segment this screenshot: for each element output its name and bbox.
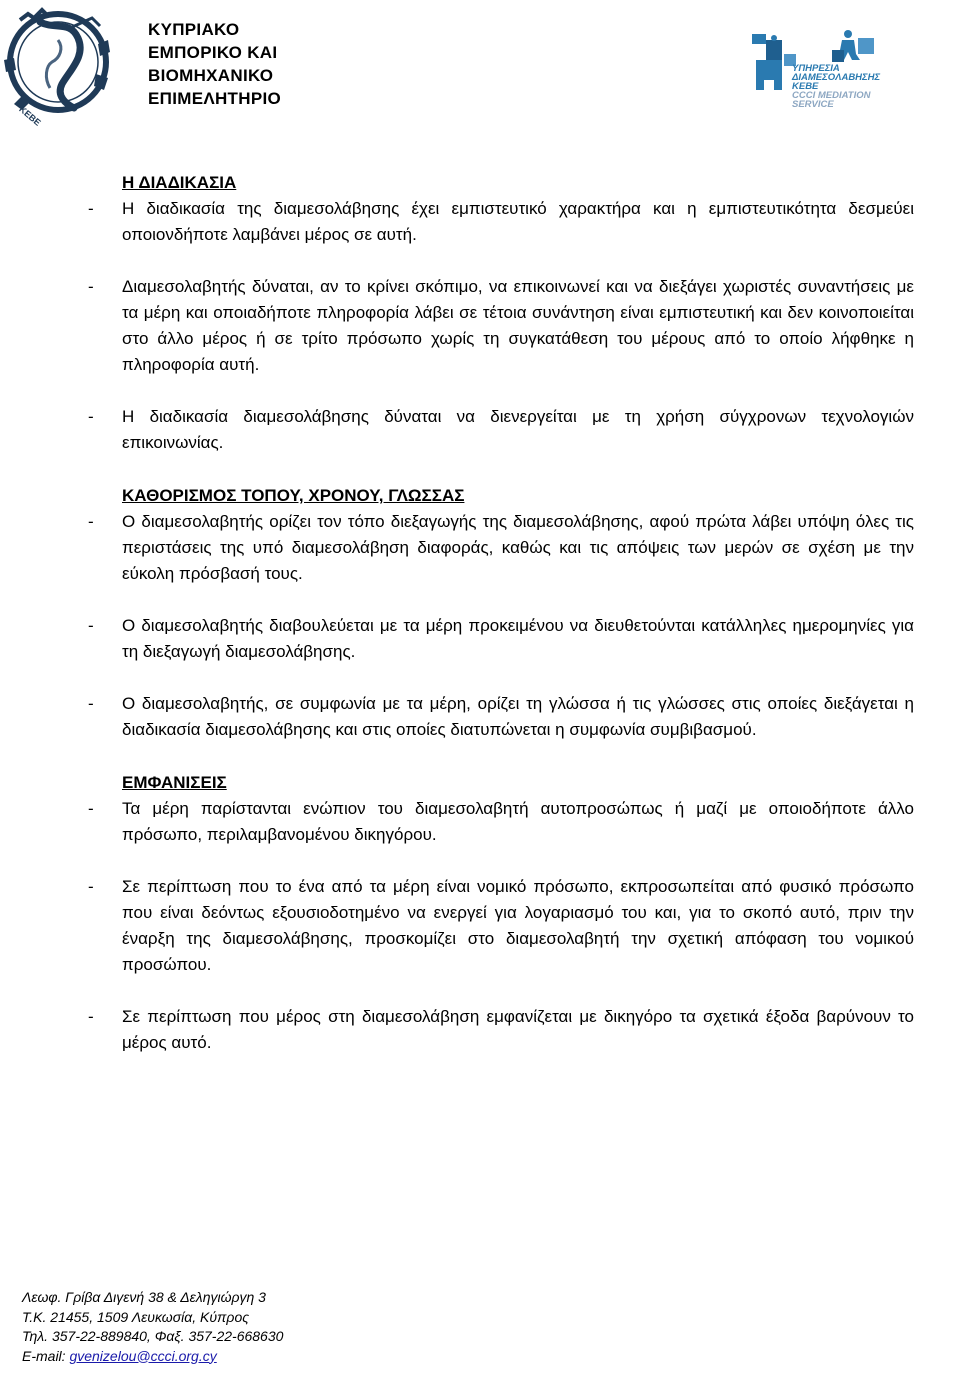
chamber-name-line: ΒΙΟΜΗΧΑΝΙΚΟ (148, 66, 274, 85)
list-item-text: Σε περίπτωση που μέρος στη διαμεσολάβηση εμφανίζεται με δικηγόρο τα σχετικά έξοδα βαρύνουν το μέρος αυτό. (122, 1007, 914, 1052)
chamber-name-line: ΚΥΠΡΙΑΚΟ (148, 20, 240, 39)
list-item-text: Σε περίπτωση που το ένα από τα μέρη είναι νομικό πρόσωπο, εκπροσωπείται από φυσικό πρόσωπο που είναι δεόντως εξουσιοδοτημένο να ενεργεί για λογαριασμό του και, για το σκοπό αυτό, πριν την έναρξη της διαμεσολάβησης, προσκομίζει στο διαμεσολαβητή την σχετική απόφαση του νομικού προσώπου. (122, 877, 914, 974)
footer-postal: Τ.Κ. 21455, 1509 Λευκωσία, Κύπρος (22, 1308, 250, 1325)
section-heading-procedure: Η ΔΙΑΔΙΚΑΣΙΑ (122, 173, 237, 192)
footer-email-line (22, 1347, 283, 1367)
chamber-logo-icon (0, 0, 140, 130)
email-link[interactable]: gvenizelou@ccci.org.cy (69, 1347, 217, 1364)
list-item-text: Η διαδικασία της διαμεσολάβησης έχει εμπιστευτικό χαρακτήρα και η εμπιστευτικότητα δεσμεύει οποιονδήποτε λαμβάνει μέρος σε αυτή. (122, 199, 914, 244)
document-body (88, 170, 914, 1056)
mediation-line: SERVICE (792, 99, 834, 110)
bullet-dash: - (88, 1007, 94, 1026)
bullet-dash: - (88, 199, 94, 218)
list-item-text: Ο διαμεσολαβητής, σε συμφωνία με τα μέρη, ορίζει τη γλώσσα ή τις γλώσσες στις οποίες διεξάγεται η διαδικασία διαμεσολάβησης και στις οποίες διατυπώνεται η συμφωνία συμβιβασμού. (122, 694, 914, 739)
logo-ring-text: ΚΕΒΕ (17, 104, 43, 128)
list-item-text: Διαμεσολαβητής δύναται, αν το κρίνει σκόπιμο, να επικοινωνεί και να διεξάγει χωριστές συναντήσεις με τα μέρη και οποιαδήποτε πληροφορία λάβει σε τέτοια συνάντηση είναι εμπιστευτική και δεν κοινοποιείται στο άλλο μέρος ή σε τρίτο πρόσωπο χωρίς τη συγκατάθεση του μέρους από το οποίο λήφθηκε η πληροφορία αυτή. (122, 277, 914, 374)
list-item-text: Τα μέρη παρίστανται ενώπιον του διαμεσολαβητή αυτοπροσώπως ή μαζί με οποιοδήποτε άλλο πρόσωπο, περιλαμβανομένου δικηγόρου. (122, 799, 914, 844)
list-item (88, 196, 914, 248)
section-heading-place-time-language: ΚΑΘΟΡΙΣΜΟΣ ΤΟΠΟΥ, ΧΡΟΝΟΥ, ΓΛΩΣΣΑΣ (122, 486, 465, 505)
list-item (88, 874, 914, 978)
bullet-dash: - (88, 512, 94, 531)
chamber-name-line: ΕΠΙΜΕΛΗΤΗΡΙΟ (148, 89, 282, 108)
bullet-dash: - (88, 407, 94, 426)
bullet-dash: - (88, 694, 94, 713)
list-item (88, 796, 914, 848)
contact-footer (22, 1288, 283, 1366)
bullet-dash: - (88, 877, 94, 896)
list-item-text: Η διαδικασία διαμεσολάβησης δύναται να διενεργείται με τη χρήση σύγχρονων τεχνολογιών επικοινωνίας. (122, 407, 914, 452)
chamber-name (148, 18, 281, 110)
mediation-line: ΥΠΗΡΕΣΙΑ (792, 63, 840, 74)
list-item (88, 404, 914, 456)
mediation-line: ΔΙΑΜΕΣΟΛΑΒΗΣΗΣ (792, 72, 881, 83)
list-item (88, 509, 914, 587)
list-item (88, 613, 914, 665)
list-item (88, 1004, 914, 1056)
footer-phone: Τηλ. 357-22-889840, Φαξ. 357-22-668630 (22, 1328, 284, 1344)
chamber-name-line: ΕΜΠΟΡΙΚΟ ΚΑΙ (148, 43, 278, 62)
section-heading-appearances: ΕΜΦΑΝΙΣΕΙΣ (122, 773, 227, 792)
mediation-line: ΚΕΒΕ (792, 81, 819, 92)
bullet-dash: - (88, 799, 94, 818)
list-item (88, 691, 914, 743)
footer-email-label: E-mail: (22, 1347, 70, 1364)
bullet-dash: - (88, 616, 94, 635)
list-item (88, 274, 914, 378)
footer-address: Λεωφ. Γρίβα Διγενή 38 & Δεληγιώργη 3 (22, 1289, 266, 1305)
mediation-service-label (792, 64, 880, 109)
mediation-line: CCCI MEDIATION (792, 90, 871, 101)
bullet-dash: - (88, 277, 94, 296)
list-item-text: Ο διαμεσολαβητής διαβουλεύεται με τα μέρη προκειμένου να διευθετούνται κατάλληλες ημερομηνίες για τη διεξαγωγή διαμεσολάβησης. (122, 616, 914, 661)
list-item-text: Ο διαμεσολαβητής ορίζει τον τόπο διεξαγωγής της διαμεσολάβησης, αφού πρώτα λάβει υπόψη όλες τις περιστάσεις της υπό διαμεσολάβηση διαφοράς, καθώς και τις απόψεις των μερών σε σχέση με την εύκολη πρόσβασή τους. (122, 512, 914, 583)
